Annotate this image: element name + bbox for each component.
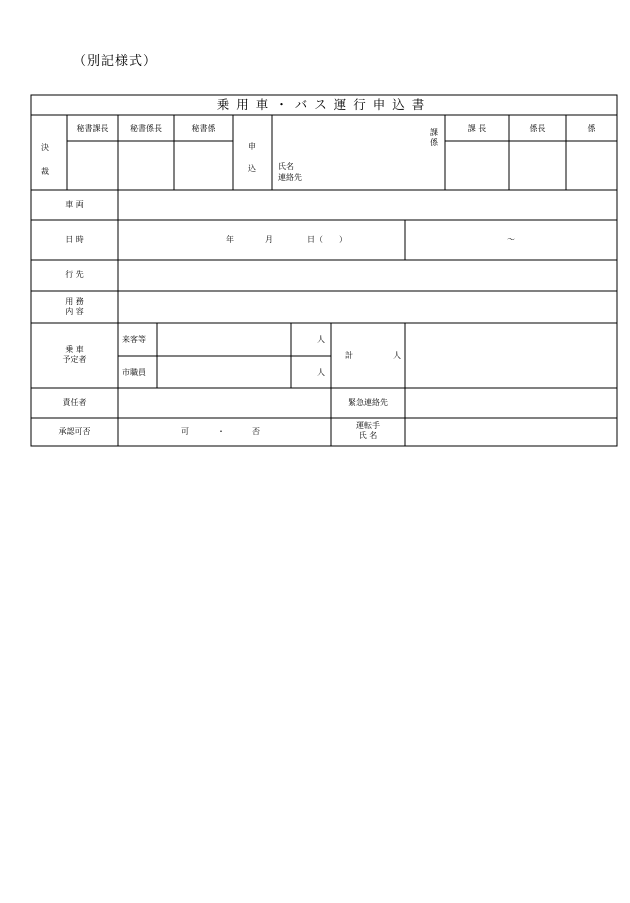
form-title: 乗用車・バス運行申込書 xyxy=(216,97,432,112)
header-kacho: 課 長 xyxy=(467,124,487,133)
moushikomi-label: 申込 xyxy=(248,142,256,173)
date-year: 年 xyxy=(226,235,234,244)
passengers-label: 乗 車 予定者 xyxy=(62,345,87,364)
visitors-unit: 人 xyxy=(317,335,325,344)
approval-label: 承認可否 xyxy=(58,427,91,436)
city-staff-label: 市職員 xyxy=(122,368,146,377)
datetime-label: 日 時 xyxy=(65,235,84,244)
purpose-label: 用 務 内 容 xyxy=(65,297,84,316)
ka-kakari-label: 課係 xyxy=(430,128,438,148)
applicant-name-label: 氏名 xyxy=(278,162,294,171)
header-kakaricho: 係長 xyxy=(529,124,546,133)
driver-name-label: 運転手 氏 名 xyxy=(356,421,380,440)
reject-option: 否 xyxy=(252,427,260,436)
applicant-contact-label: 連絡先 xyxy=(278,173,302,182)
visitors-label: 来客等 xyxy=(122,335,146,344)
date-day: 日（ ） xyxy=(307,235,347,244)
option-separator: ・ xyxy=(217,427,225,436)
header-hisho-kakaricho: 秘書係長 xyxy=(130,124,162,133)
header-kakari: 係 xyxy=(587,124,596,133)
date-range-tilde: ～ xyxy=(507,235,515,244)
emergency-contact-label: 緊急連絡先 xyxy=(348,398,388,407)
total-label: 計 xyxy=(345,351,353,360)
approve-option: 可 xyxy=(181,427,189,436)
kessai-label: 決裁 xyxy=(41,143,49,176)
vehicle-label: 車 両 xyxy=(65,200,84,209)
header-hisho-kakari: 秘書係 xyxy=(191,124,216,133)
date-month: 月 xyxy=(265,235,273,244)
total-unit: 人 xyxy=(393,351,401,360)
responsible-label: 責任者 xyxy=(62,398,87,407)
header-hisho-kacho: 秘書課長 xyxy=(76,124,109,133)
form-label: （別記様式） xyxy=(73,54,158,69)
destination-label: 行 先 xyxy=(65,270,84,279)
city-staff-unit: 人 xyxy=(317,368,325,377)
